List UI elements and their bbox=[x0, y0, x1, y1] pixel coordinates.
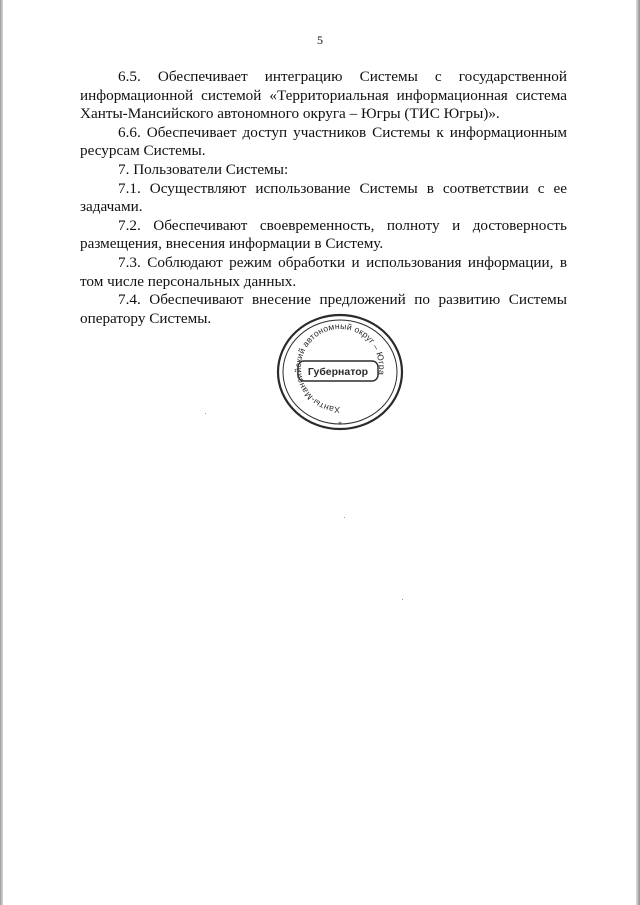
seal-star: * bbox=[338, 420, 342, 430]
seal-ring-text: Ханты-Мансийский автономный округ – Югра bbox=[292, 320, 388, 416]
scan-edge-right bbox=[636, 0, 640, 905]
scan-speck bbox=[402, 599, 403, 600]
scan-edge-left bbox=[0, 0, 3, 905]
document-body bbox=[80, 68, 567, 328]
seal-center-text: Губернатор bbox=[307, 366, 369, 378]
paragraph-7-2: 7.2. Обеспечивают своевременность, полноту и достоверность размещения, внесения информации в Систему. bbox=[80, 216, 567, 253]
paragraph-7-3: 7.3. Соблюдают режим обработки и использования информации, в том числе персональных данных. bbox=[80, 253, 567, 290]
paragraph-6-6: 6.6. Обеспечивает доступ участников Системы к информационным ресурсам Системы. bbox=[80, 123, 567, 160]
page-number: 5 bbox=[317, 33, 323, 47]
official-seal-stamp bbox=[276, 313, 404, 431]
paragraph-6-5: 6.5. Обеспечивает интеграцию Системы с государственной информационной системой «Территориальная информационная система Ханты-Мансийского автономного округа – Югры (ТИС Югры)». bbox=[80, 68, 567, 123]
paragraph-7: 7. Пользователи Системы: bbox=[118, 160, 289, 178]
scan-speck bbox=[205, 413, 206, 414]
paragraph-7-1: 7.1. Осуществляют использование Системы в соответствии с ее задачами. bbox=[80, 179, 567, 216]
scan-speck bbox=[344, 517, 345, 518]
paragraph-7-4: 7.4. Обеспечивают внесение предложений по развитию Системы оператору Системы. bbox=[80, 291, 567, 327]
